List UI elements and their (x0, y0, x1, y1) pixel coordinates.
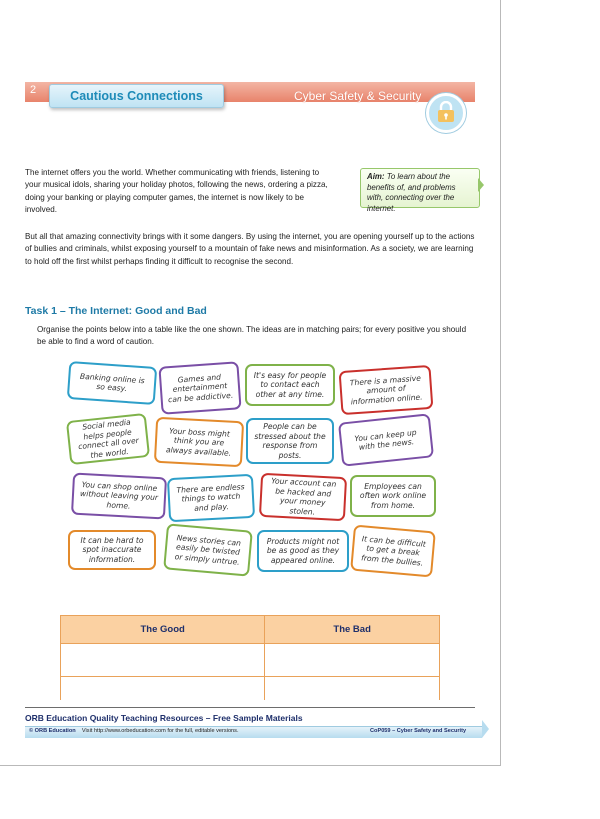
speech-bubble: It can be difficult to get a break from the bullies. (350, 525, 436, 578)
table-row (61, 644, 440, 677)
page-title: Cautious Connections (49, 84, 224, 108)
aim-callout (360, 168, 480, 213)
speech-bubble: There are endless things to watch and play. (167, 474, 255, 522)
aim-label: Aim: (367, 172, 385, 181)
speech-bubble: Banking online is so easy. (67, 361, 157, 405)
aim-callout-arrow (478, 178, 484, 192)
good-bad-table (60, 615, 440, 700)
speech-bubble: News stories can easily be twisted or simply untrue. (163, 523, 253, 576)
speech-bubble: Social media helps people connect all over the world. (66, 413, 150, 465)
speech-bubble: Games and entertainment can be addictive. (158, 361, 241, 414)
speech-bubble: Products might not be as good as they appeared online. (257, 530, 349, 572)
speech-bubble: Your boss might think you are always available. (154, 417, 244, 468)
table-row (61, 677, 440, 701)
speech-bubble: You can shop online without leaving your home. (71, 473, 167, 520)
speech-bubble: People can be stressed about the response from posts. (246, 418, 334, 464)
column-header-good: The Good (61, 616, 265, 644)
task-heading: Task 1 – The Internet: Good and Bad (25, 305, 207, 317)
footer-brand: © ORB Education (29, 728, 76, 734)
table-cell-bad[interactable] (265, 677, 440, 701)
table-cell-good[interactable] (61, 677, 265, 701)
footer-bar-arrow (482, 720, 489, 738)
aim-text: To learn about the benefits of, and problems with, connecting over the internet. (367, 172, 456, 213)
task-instructions: Organise the points below into a table like the one shown. The ideas are in matching pairs; for every positive you should be able to find a word of caution. (37, 325, 467, 346)
intro-paragraph-2: But all that amazing connectivity brings with it some dangers. By using the internet, you are opening yourself up to the actions of bullies and criminals, whilst exposing yourself to a mountain of fake news and misinformation. As a society, we are learning to hold off the first whilst perhaps finding it difficult to recognise the second. (25, 232, 475, 266)
footer-title: ORB Education Quality Teaching Resources – Free Sample Materials (25, 713, 303, 723)
speech-bubble: There is a massive amount of information online. (339, 365, 434, 415)
footer-code: CoP059 – Cyber Safety and Security (370, 728, 467, 734)
speech-bubble: Your account can be hacked and your money stolen. (259, 473, 347, 521)
footer-note: Visit http://www.orbeducation.com for the full, editable versions. (81, 728, 239, 734)
speech-bubble: Employees can often work online from home. (350, 475, 436, 517)
speech-bubble: You can keep up with the news. (338, 413, 434, 466)
padlock-badge (426, 93, 466, 133)
table-cell-bad[interactable] (265, 644, 440, 677)
footer-credit (29, 728, 239, 734)
intro-paragraph-1: The internet offers you the world. Whether communicating with friends, listening to your musical idols, sharing your holiday photos, following the news, ordering a pizza, doing your banking or playing computer games, the internet is now likely to be involved. (25, 168, 328, 214)
page-number: 2 (30, 84, 37, 96)
speech-bubble: It's easy for people to contact each other at any time. (245, 364, 335, 406)
speech-bubble: It can be hard to spot inaccurate information. (68, 530, 156, 570)
table-header-row (61, 616, 440, 644)
padlock-icon (436, 101, 456, 123)
footer-divider (25, 707, 475, 708)
column-header-bad: The Bad (265, 616, 440, 644)
table-cell-good[interactable] (61, 644, 265, 677)
subject-title: Cyber Safety & Security (294, 89, 422, 103)
